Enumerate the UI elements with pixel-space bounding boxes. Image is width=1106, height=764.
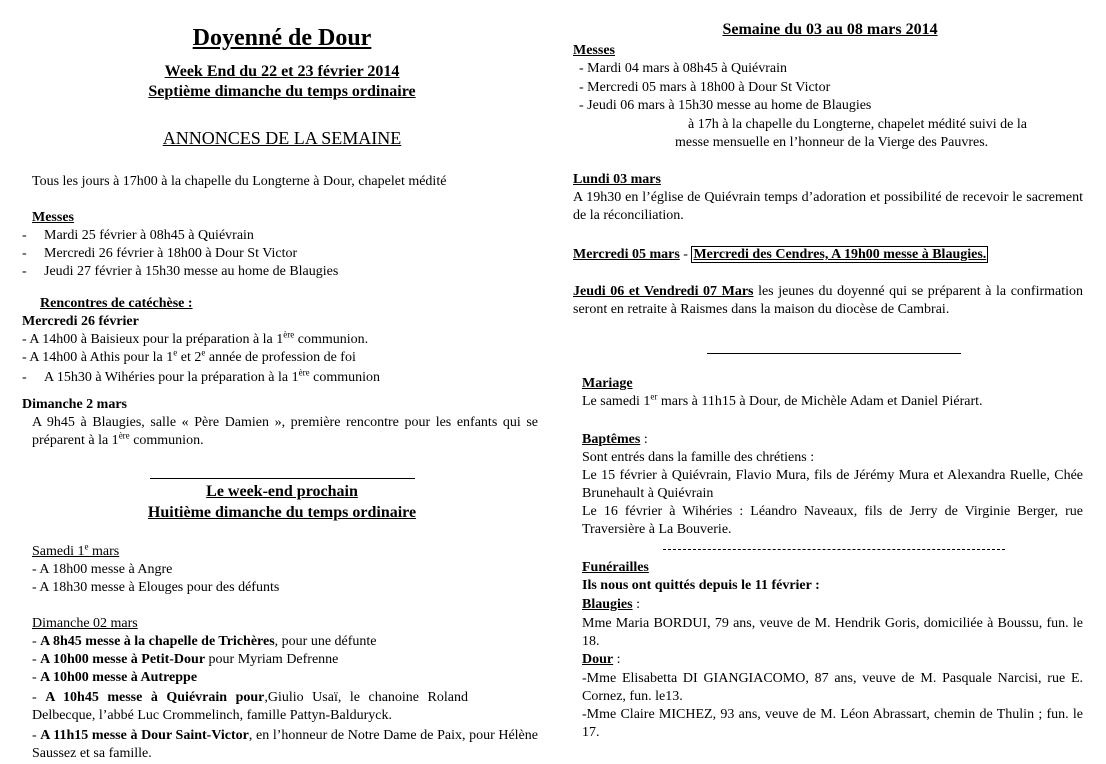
next-sunday-heading: Huitième dimanche du temps ordinaire xyxy=(147,504,417,521)
wednesday-26-heading: Mercredi 26 février xyxy=(22,314,139,329)
sunday-heading: Septième dimanche du temps ordinaire xyxy=(148,83,416,100)
doyenne-title: Doyenné de Dour xyxy=(192,25,372,51)
mariage-heading: Mariage xyxy=(582,376,633,391)
mass-item: - Jeudi 27 février à 15h30 messe au home de Blaugies xyxy=(22,264,339,279)
catechese-item: - A 14h00 à Athis pour la 1e et 2e année de profession de foi xyxy=(22,347,356,365)
bapteme-item: Le 16 février à Wihéries : Léandro Naveaux, fils de Jerry de Virginie Berger, rue Traversière à La Bouverie. xyxy=(582,504,1083,537)
mass-item: - Mercredi 05 mars à 18h00 à Dour St Victor xyxy=(579,80,831,95)
mass-item-continued: messe mensuelle en l’honneur de la Vierge des Pauvres. xyxy=(675,135,989,150)
mariage-text: Le samedi 1er mars à 11h15 à Dour, de Michèle Adam et Daniel Piérart. xyxy=(582,391,983,409)
sunday-02-heading: Dimanche 02 mars xyxy=(32,616,138,631)
baptemes-heading: Baptêmes : xyxy=(582,432,648,447)
funeral-item: Mme Maria BORDUI, 79 ans, veuve de M. Hendrik Goris, domiciliée à Boussu, fun. le 18. xyxy=(582,616,1083,649)
funerailles-heading: Funérailles xyxy=(582,560,649,575)
mass-item: - Mercredi 26 février à 18h00 à Dour St Victor xyxy=(22,246,298,261)
mass-item-continued: à 17h à la chapelle du Longterne, chapelet médité suivi de la xyxy=(688,117,1027,132)
daily-chapelet: Tous les jours à 17h00 à la chapelle du Longterne à Dour, chapelet médité xyxy=(32,174,447,189)
ash-wednesday-box: Mercredi des Cendres, A 19h00 messe à Blaugies. xyxy=(693,247,987,262)
annonces-heading: ANNONCES DE LA SEMAINE xyxy=(162,128,402,148)
mass-item: - Mardi 04 mars à 08h45 à Quiévrain xyxy=(579,61,787,76)
section-divider xyxy=(707,353,961,354)
weekend-heading: Week End du 22 et 23 février 2014 xyxy=(164,63,400,80)
saturday-item: - A 18h00 messe à Angre xyxy=(32,562,173,577)
messes-heading: Messes xyxy=(573,43,615,58)
catechese-heading: Rencontres de catéchèse : xyxy=(40,296,193,311)
sunday-mass-item: - A 10h45 messe à Quiévrain pour,Giulio Usaï, le chanoine Roland Delbecque, l’abbé Luc Crommelinch, famille Pattyn-Balduryck. xyxy=(32,690,468,723)
mass-item: - Mardi 25 février à 08h45 à Quiévrain xyxy=(22,228,254,243)
dashed-divider xyxy=(663,549,1005,550)
catechese-item: - A 14h00 à Baisieux pour la préparation à la 1ère communion. xyxy=(22,329,369,347)
sunday-2-text: A 9h45 à Blaugies, salle « Père Damien », première rencontre pour les enfants qui se préparent à la 1ère communion. xyxy=(32,415,538,448)
dour-heading: Dour : xyxy=(582,652,621,667)
sunday-mass-item: - A 11h15 messe à Dour Saint-Victor, en l’honneur de Notre Dame de Paix, pour Hélène Saussez et sa famille. xyxy=(32,728,538,761)
messes-heading: Messes xyxy=(32,210,74,225)
saturday-item: - A 18h30 messe à Elouges pour des défunts xyxy=(32,580,280,595)
blaugies-heading: Blaugies : xyxy=(582,597,640,612)
section-divider xyxy=(150,478,415,479)
baptemes-intro: Sont entrés dans la famille des chrétiens : xyxy=(582,450,815,465)
funeral-item: -Mme Claire MICHEZ, 93 ans, veuve de M. Léon Abrassart, chemin de Thulin ; fun. le 17. xyxy=(582,707,1083,740)
sunday-mass-item: - A 10h00 messe à Autreppe xyxy=(32,670,198,685)
catechese-item: - A 15h30 à Wihéries pour la préparation à la 1ère communion xyxy=(22,367,380,385)
jeudi-text: Jeudi 06 et Vendredi 07 Mars les jeunes du doyenné qui se préparent à la confirmation seront en retraite à Raismes dans la maison du diocèse de Cambrai. xyxy=(573,284,1083,317)
saturday-heading: Samedi 1e mars xyxy=(32,541,120,559)
funerailles-intro: Ils nous ont quittés depuis le 11 février : xyxy=(582,578,820,593)
bapteme-item: Le 15 février à Quiévrain, Flavio Mura, fils de Jérémy Mura et Alexandra Ruelle, Chée Brunehault à Quiévrain xyxy=(582,468,1083,501)
week-heading: Semaine du 03 au 08 mars 2014 xyxy=(722,21,938,38)
next-weekend-heading: Le week-end prochain xyxy=(206,483,358,500)
mercredi-line: Mercredi 05 mars - Mercredi des Cendres, A 19h00 messe à Blaugies. xyxy=(573,247,987,262)
lundi-text: A 19h30 en l’église de Quiévrain temps d’adoration et possibilité de recevoir le sacrement de la réconciliation. xyxy=(573,190,1083,223)
sunday-mass-item: - A 10h00 messe à Petit-Dour pour Myriam Defrenne xyxy=(32,652,339,667)
lundi-heading: Lundi 03 mars xyxy=(573,172,661,187)
sunday-mass-item: - A 8h45 messe à la chapelle de Trichères, pour une défunte xyxy=(32,634,377,649)
funeral-item: -Mme Elisabetta DI GIANGIACOMO, 87 ans, veuve de M. Pasquale Narcisi, rue E. Cornez, fun. le13. xyxy=(582,671,1083,704)
sunday-2-heading: Dimanche 2 mars xyxy=(22,397,127,412)
mass-item: - Jeudi 06 mars à 15h30 messe au home de Blaugies xyxy=(579,98,872,113)
